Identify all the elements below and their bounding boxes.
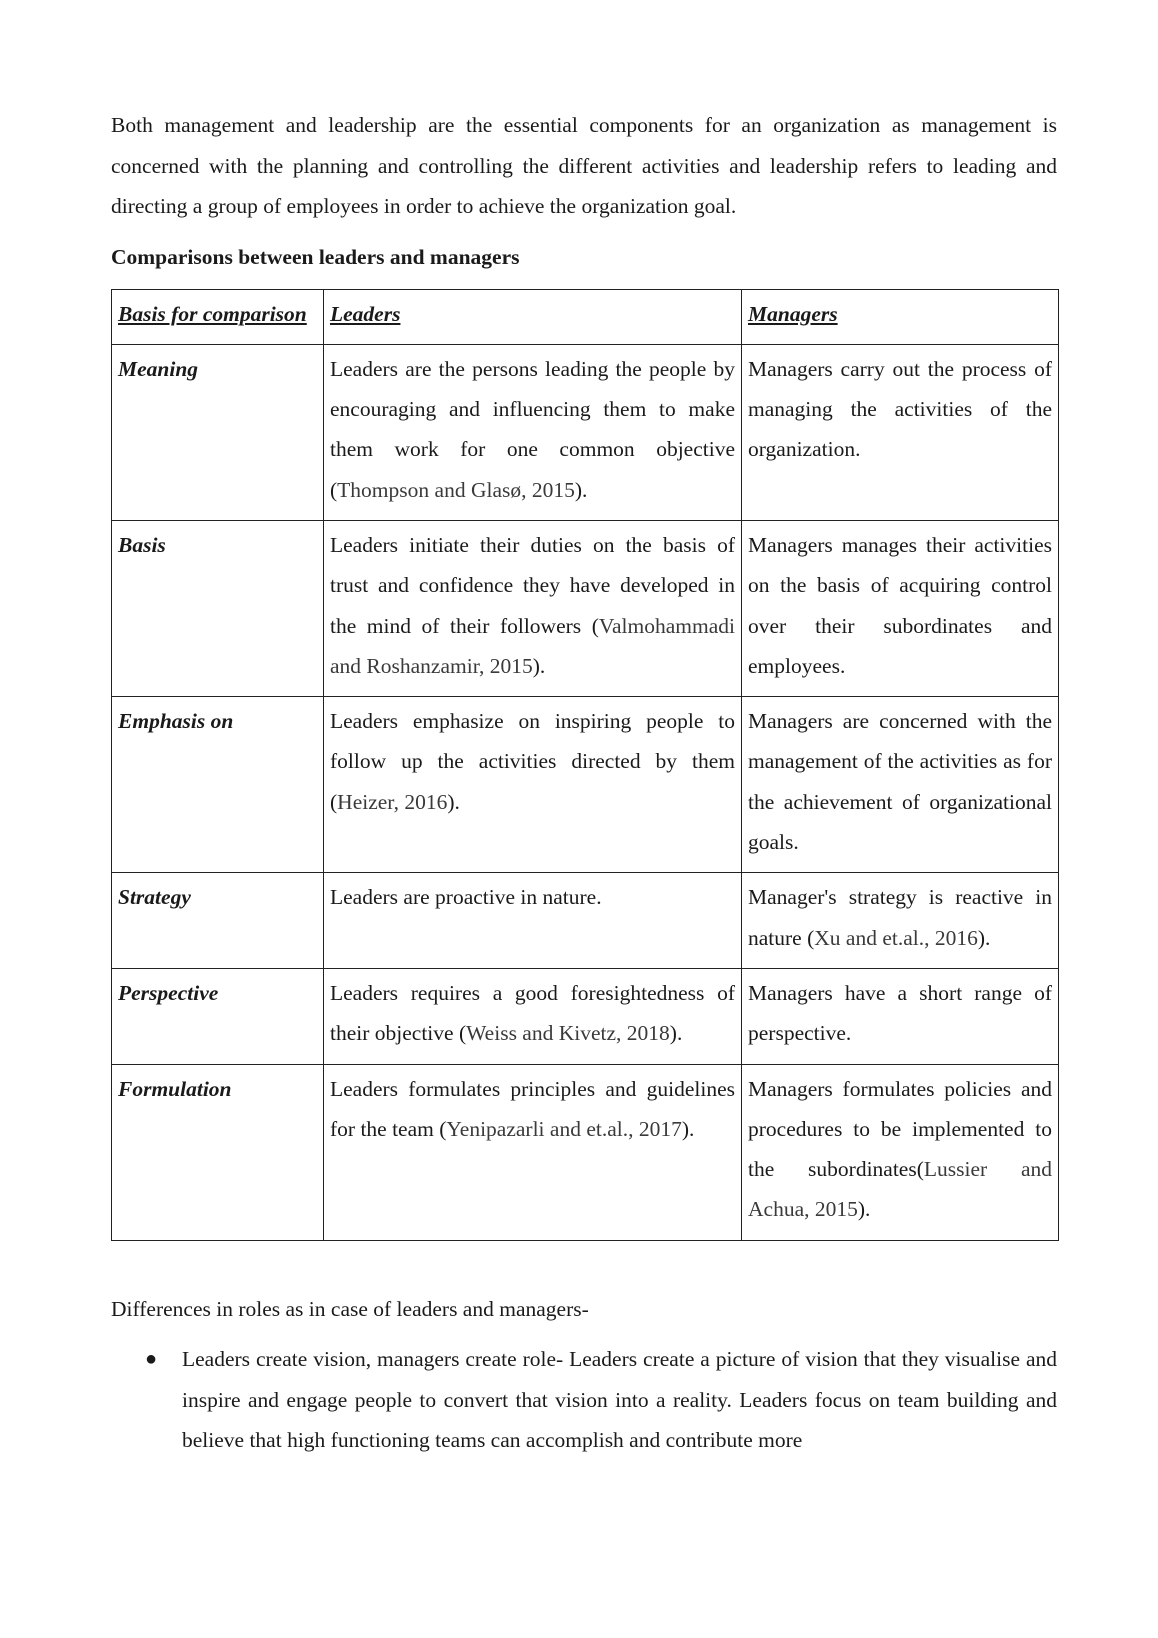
row-label: Meaning xyxy=(112,344,324,520)
table-row xyxy=(112,520,1059,696)
managers-citation: Lussier and Achua, 2015 xyxy=(748,1157,1052,1222)
table-row xyxy=(112,697,1059,873)
leaders-text: Leaders are the persons leading the people by encouraging and influencing them to make them work for one common objective ( xyxy=(330,356,735,502)
leaders-text: Leaders are proactive in nature. xyxy=(330,885,602,910)
comparison-table xyxy=(111,289,1059,1241)
managers-text: Managers formulates policies and procedures to be implemented to the subordinates( xyxy=(748,1076,1052,1182)
managers-citation: Xu and et.al., 2016 xyxy=(814,925,978,950)
table-row xyxy=(112,873,1059,969)
leaders-text-end: ). xyxy=(532,653,546,678)
list-item xyxy=(111,1339,1057,1461)
header-managers: Managers xyxy=(742,289,1059,344)
managers-text-end: ). xyxy=(977,925,991,950)
leaders-citation: Thompson and Glasø, 2015 xyxy=(337,477,575,502)
table-row xyxy=(112,1064,1059,1240)
row-label: Basis xyxy=(112,520,324,696)
table-row xyxy=(112,344,1059,520)
document-page xyxy=(111,105,1057,1461)
row-label: Strategy xyxy=(112,873,324,969)
leaders-citation: Heizer, 2016 xyxy=(337,789,448,814)
leaders-cell xyxy=(324,344,742,520)
managers-cell xyxy=(742,1064,1059,1240)
table-row xyxy=(112,968,1059,1064)
leaders-text-end: ). xyxy=(669,1021,683,1046)
row-label: Formulation xyxy=(112,1064,324,1240)
managers-text: Managers are concerned with the management of the activities as for the achievement of organizational goals. xyxy=(748,709,1052,855)
managers-cell xyxy=(742,968,1059,1064)
table-header-row xyxy=(112,289,1059,344)
leaders-citation: Valmohammadi and Roshanzamir, 2015 xyxy=(330,613,735,678)
leaders-citation: Weiss and Kivetz, 2018 xyxy=(466,1021,670,1046)
managers-cell xyxy=(742,520,1059,696)
managers-text: Manager's strategy is reactive in nature ( xyxy=(748,885,1052,950)
leaders-text: Leaders formulates principles and guidelines for the team ( xyxy=(330,1076,735,1141)
leaders-cell xyxy=(324,697,742,873)
managers-cell xyxy=(742,697,1059,873)
roles-list xyxy=(111,1339,1057,1461)
leaders-cell xyxy=(324,1064,742,1240)
leaders-cell xyxy=(324,873,742,969)
leaders-text-end: ). xyxy=(447,789,460,814)
managers-text: Managers have a short range of perspective. xyxy=(748,980,1052,1046)
section-heading: Comparisons between leaders and managers xyxy=(111,244,520,269)
managers-cell xyxy=(742,344,1059,520)
differences-intro: Differences in roles as in case of leaders and managers- xyxy=(111,1296,589,1321)
managers-cell xyxy=(742,873,1059,969)
list-item-text: Leaders create vision, managers create role- Leaders create a picture of vision that they visualise and inspire and engage people to convert that vision into a reality. Leaders focus on team building and believe that high functioning teams can accomplish and contribute more xyxy=(182,1347,1057,1453)
row-label: Emphasis on xyxy=(112,697,324,873)
leaders-text-end: ). xyxy=(574,477,588,502)
managers-text: Managers manages their activities on the basis of acquiring control over their subordinates and employees. xyxy=(748,532,1052,678)
leaders-text: Leaders requires a good foresightedness of their objective ( xyxy=(330,980,735,1046)
leaders-text: Leaders initiate their duties on the basis of trust and confidence they have developed in the mind of their followers ( xyxy=(330,532,735,638)
managers-text-end: ). xyxy=(857,1197,871,1222)
leaders-cell xyxy=(324,968,742,1064)
row-label: Perspective xyxy=(112,968,324,1064)
intro-paragraph: Both management and leadership are the essential components for an organization as management is concerned with the planning and controlling the different activities and leadership refers to leading and directing a group of employees in order to achieve the organization goal. xyxy=(111,113,1057,218)
leaders-text: Leaders emphasize on inspiring people to follow up the activities directed by them ( xyxy=(330,709,735,814)
leaders-cell xyxy=(324,520,742,696)
leaders-text-end: ). xyxy=(681,1116,695,1141)
header-basis: Basis for comparison xyxy=(112,289,324,344)
bullet-icon: ● xyxy=(145,1348,158,1371)
leaders-citation: Yenipazarli and et.al., 2017 xyxy=(446,1116,682,1141)
managers-text: Managers carry out the process of managing the activities of the organization. xyxy=(748,356,1052,462)
header-leaders: Leaders xyxy=(324,289,742,344)
